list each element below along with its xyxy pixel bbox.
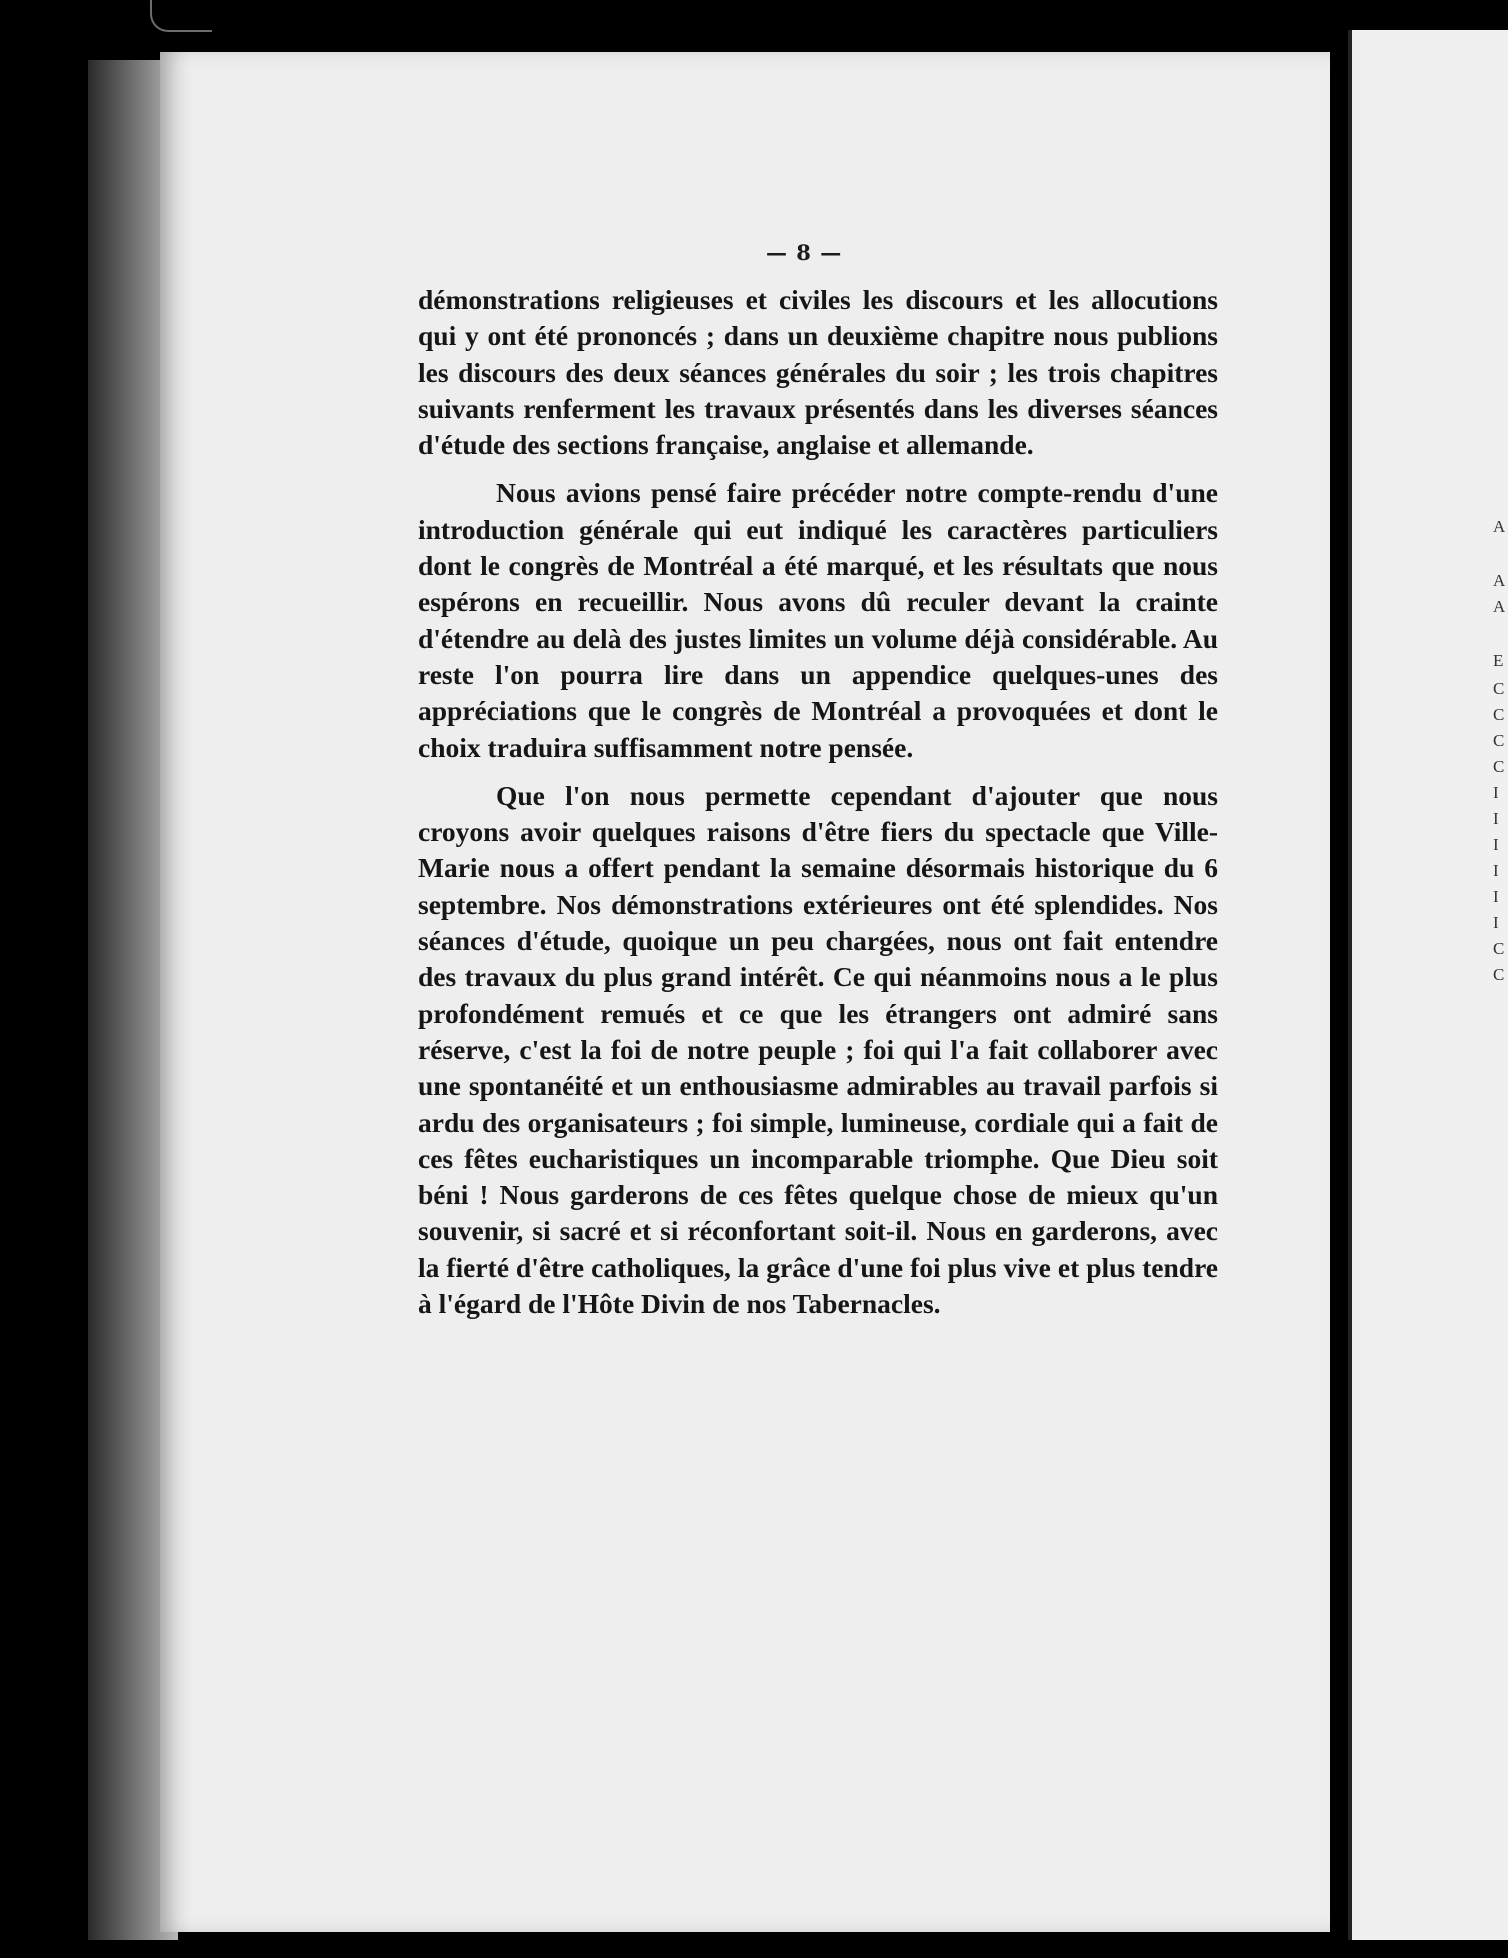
edge-letter: I	[1493, 887, 1499, 906]
page-number: — 8 —	[766, 240, 843, 265]
edge-letter: I	[1493, 783, 1499, 802]
edge-letter: I	[1493, 913, 1499, 932]
edge-letter: A	[1493, 517, 1506, 536]
edge-letter: C	[1493, 939, 1505, 958]
edge-letter: C	[1493, 757, 1505, 776]
edge-letter: I	[1493, 835, 1499, 854]
edge-letter: C	[1493, 731, 1505, 750]
edge-letter: I	[1493, 861, 1499, 880]
edge-letter: C	[1493, 965, 1505, 984]
paragraph-3: Que l'on nous permette cependant d'ajouter que nous croyons avoir quelques raisons d'être fiers du spectacle que Ville-Marie nous a offert pendant la semaine désormais historique du 6 septembre. Nos démonstrations extérieures ont été splendides. Nos séances d'étude, quoique un peu chargées, nous ont fait entendre des travaux du plus grand intérêt. Ce qui néanmoins nous a le plus profondément remués et ce que les étrangers ont admiré sans réserve, c'est la foi de notre peuple ; foi qui l'a fait collaborer avec une spontanéité et un enthousiasme admirables au travail parfois si ardu des organisateurs ; foi simple, lumineuse, cordiale qui a fait de ces fêtes eucharistiques un incomparable triomphe. Que Dieu soit béni ! Nous garderons de ces fêtes quelque chose de mieux qu'un souvenir, si sacré et si réconfortant soit-il. Nous en garderons, avec la fierté d'être catholiques, la grâce d'une foi plus vive et plus tendre à l'égard de l'Hôte Divin de nos Tabernacles.	[418, 779, 1218, 1320]
edge-letter: C	[1493, 705, 1505, 724]
edge-letter: A	[1493, 571, 1506, 590]
edge-letter: C	[1493, 679, 1505, 698]
paragraph-2: Nous avions pensé faire précéder notre compte-rendu d'une introduction générale qui eut indiqué les caractères particuliers dont le congrès de Montréal a été marqué, et les résultats que nous espérons en recueillir. Nous avons dû reculer devant la crainte d'étendre au delà des justes limites un volume déjà considérable. Au reste l'on pourra lire dans un appendice quelques-unes des appréciations que le congrès de Montréal a provoquées et dont le choix traduira suffisamment notre pensée.	[418, 477, 1218, 763]
edge-letter: A	[1493, 597, 1506, 616]
paragraph-1: démonstrations religieuses et civiles les discours et les allocutions qui y ont été prononcés ; dans un deuxième chapitre nous publions les discours des deux séances générales du soir ; les trois chapitres suivants renferment les travaux présentés dans les diverses séances d'étude des sections française, anglaise et allemande.	[418, 284, 1218, 461]
edge-letter: I	[1493, 809, 1499, 828]
edge-letter: E	[1493, 651, 1504, 670]
body-text	[418, 282, 1218, 1334]
facing-page-edge	[1348, 30, 1508, 1940]
scan-artifact	[150, 0, 212, 32]
